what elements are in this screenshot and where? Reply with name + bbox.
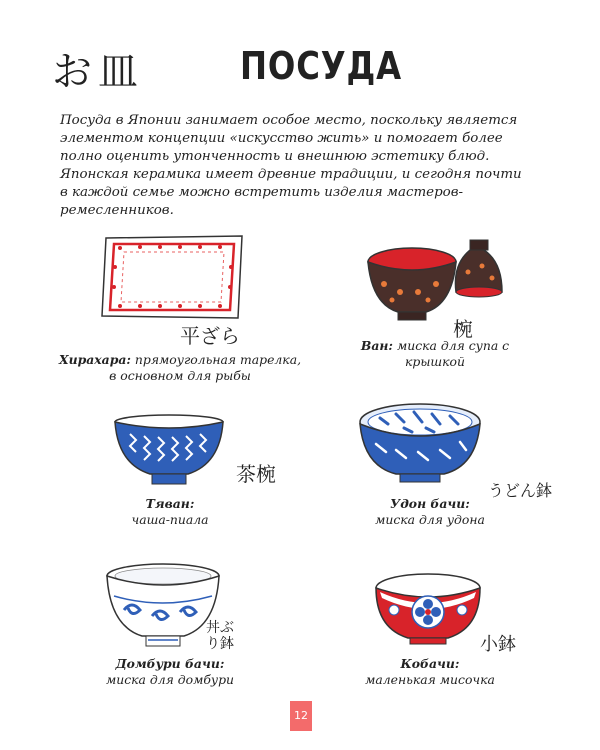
item-description: миска для супа с крышкой <box>396 338 510 369</box>
item-jp-label: 茶椀 <box>236 462 276 486</box>
item-caption <box>345 656 515 688</box>
item-jp-label: 小鉢 <box>480 634 516 655</box>
item-name: Кобачи: <box>400 656 460 671</box>
tea-bowl-illustration <box>110 412 228 492</box>
item-name: Хирахара: <box>58 352 131 367</box>
item-caption <box>340 496 520 528</box>
item-name: Удон бачи: <box>390 496 470 511</box>
item-description: миска для домбури <box>105 672 235 687</box>
page-title: ПОСУДА <box>240 44 402 88</box>
page-number-badge: 12 <box>290 701 312 731</box>
item-jp-label: うどん鉢 <box>488 481 553 500</box>
item-jp-label: 丼ぶり鉢 <box>206 620 234 652</box>
item-description: миска для удона <box>375 512 485 527</box>
item-name: Домбури бачи: <box>115 656 225 671</box>
item-jp-label: 椀 <box>453 317 473 341</box>
item-jp-label: 平ざら <box>180 324 240 348</box>
item-caption <box>55 352 305 384</box>
item-description: прямоугольная тарелка, в основном для рыбы <box>109 352 302 383</box>
intro-paragraph: Посуда в Японии занимает особое место, поскольку является элементом концепции «искусство жить» и помогает более полно оценить утонченность и внешнюю эстетику блюд. Японская керамика имеет древние традиции, и сегодня почти в каждой семье можно встретить изделия мастеров-ремесленников. <box>60 113 522 218</box>
japanese-title: お皿 <box>52 49 144 95</box>
rectangular-plate-illustration <box>100 232 248 324</box>
item-name: Ван: <box>360 338 393 353</box>
item-name: Тяван: <box>145 496 195 511</box>
udon-bowl-illustration <box>356 400 484 486</box>
item-caption <box>90 496 250 528</box>
item-caption <box>350 338 520 370</box>
item-description: чаша-пиала <box>131 512 209 527</box>
item-caption <box>85 656 255 688</box>
small-bowl-illustration <box>372 566 484 650</box>
soup-bowl-with-lid-illustration <box>360 234 510 326</box>
item-description: маленькая мисочка <box>365 672 495 687</box>
